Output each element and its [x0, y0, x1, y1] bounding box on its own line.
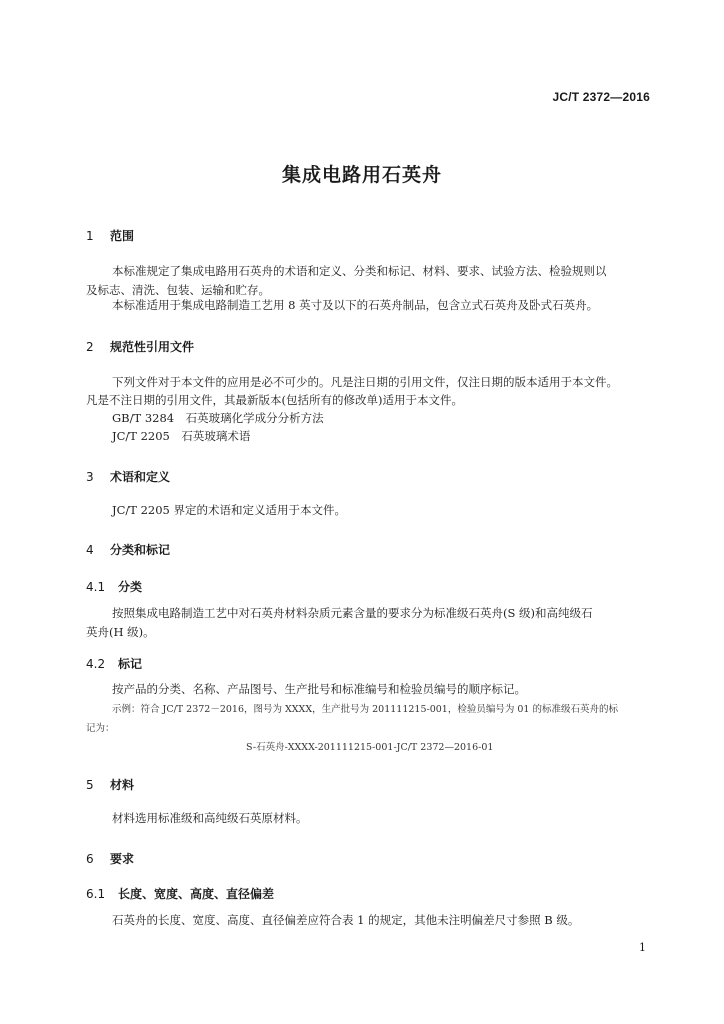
section-title: 范围 [110, 229, 135, 243]
subsection-number: 4.1 [86, 580, 106, 594]
section-title: 规范性引用文件 [110, 340, 195, 354]
section-3-paragraph: JC/T 2205 界定的术语和定义适用于本文件。 [112, 503, 347, 517]
section-1-paragraph-1-line-1: 本标准规定了集成电路用石英舟的术语和定义、分类和标记、材料、要求、试验方法、检验规则以 [112, 264, 607, 278]
section-6-heading [86, 850, 134, 867]
subsection-number: 4.2 [86, 657, 106, 671]
section-4-1-paragraph-line-1: 按照集成电路制造工艺中对石英舟材料杂质元素含量的要求分为标准级石英舟(S 级)和高纯级石 [112, 606, 593, 620]
section-1-paragraph-2: 本标准适用于集成电路制造工艺用 8 英寸及以下的石英舟制品，包含立式石英舟及卧式石英舟。 [112, 298, 599, 312]
document-title: 集成电路用石英舟 [281, 164, 442, 186]
section-number: 6 [86, 852, 94, 866]
section-1-heading [86, 227, 134, 244]
section-6-1-paragraph: 石英舟的长度、宽度、高度、直径偏差应符合表 1 的规定，其他未注明偏差尺寸参照 B 级。 [112, 913, 580, 927]
reference-1: GB/T 3284 石英玻璃化学成分分析方法 [112, 411, 324, 425]
section-4-1-heading [86, 578, 142, 595]
subsection-title: 分类 [118, 580, 143, 594]
section-number: 2 [86, 340, 94, 354]
reference-2: JC/T 2205 石英玻璃术语 [112, 429, 251, 443]
section-number: 5 [86, 778, 94, 792]
section-title: 要求 [110, 852, 135, 866]
subsection-title: 标记 [118, 657, 143, 671]
section-number: 1 [86, 229, 94, 243]
section-6-1-heading [86, 885, 274, 902]
section-number: 4 [86, 543, 94, 557]
section-number: 3 [86, 470, 94, 484]
section-title: 术语和定义 [110, 470, 171, 484]
example-line-2: 记为： [86, 723, 115, 734]
example-line-1: 示例：符合 JC/T 2372－2016，图号为 XXXX，生产批号为 201111215-001，检验员编号为 01 的标准级石英舟的标 [112, 704, 618, 715]
section-4-2-paragraph: 按产品的分类、名称、产品图号、生产批号和标准编号和检验员编号的顺序标记。 [112, 682, 526, 696]
section-2-paragraph-line-1: 下列文件对于本文件的应用是必不可少的。凡是注日期的引用文件，仅注日期的版本适用于本文件。 [112, 375, 618, 389]
section-5-heading [86, 776, 134, 793]
subsection-title: 长度、宽度、高度、直径偏差 [118, 887, 275, 901]
standard-code: JC/T 2372—2016 [552, 90, 650, 104]
section-title: 材料 [110, 778, 135, 792]
subsection-number: 6.1 [86, 887, 106, 901]
section-2-paragraph-line-2: 凡是不注日期的引用文件，其最新版本(包括所有的修改单)适用于本文件。 [86, 393, 463, 407]
section-4-2-heading [86, 655, 142, 672]
section-4-1-paragraph-line-2: 英舟(H 级)。 [86, 625, 155, 639]
section-5-paragraph: 材料选用标准级和高纯级石英原材料。 [112, 811, 308, 825]
example-mark: S-石英舟-XXXX-201111215-001-JC/T 2372—2016-01 [246, 742, 494, 753]
section-1-paragraph-1-line-2: 及标志、清洗、包装、运输和贮存。 [86, 283, 270, 297]
section-2-heading [86, 338, 194, 355]
section-3-heading [86, 468, 170, 485]
section-4-heading [86, 541, 170, 558]
page-number: 1 [639, 941, 646, 954]
section-title: 分类和标记 [110, 543, 171, 557]
